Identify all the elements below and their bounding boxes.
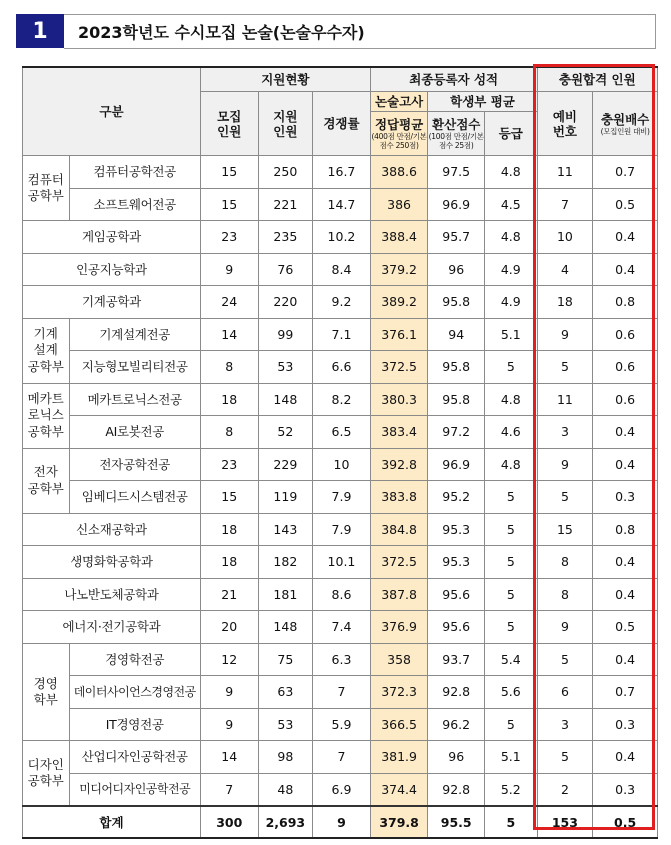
cell-quota: 21 [200,578,258,611]
table-row [23,383,658,416]
cell-reserve: 3 [537,416,593,449]
cell-quota: 12 [200,643,258,676]
major-name: 컴퓨터공학전공 [69,156,200,189]
cell-reserve: 18 [537,286,593,319]
cell-grade: 4.9 [485,286,538,319]
total-reserve: 153 [537,806,593,838]
cell-applicants: 229 [258,448,313,481]
cell-multiple: 0.4 [593,416,658,449]
cell-applicants: 250 [258,156,313,189]
total-multiple: 0.5 [593,806,658,838]
cell-essay: 380.3 [370,383,428,416]
header-school-record: 학생부 평균 [428,92,537,112]
cell-essay: 384.8 [370,513,428,546]
cell-quota: 9 [200,708,258,741]
cell-rate: 6.6 [313,351,371,384]
table-row [23,578,658,611]
cell-quota: 15 [200,188,258,221]
header-reserve: 예비 번호 [537,92,593,156]
cell-quota: 14 [200,741,258,774]
total-essay: 379.8 [370,806,428,838]
cell-essay: 372.5 [370,351,428,384]
cell-reserve: 6 [537,676,593,709]
cell-rate: 16.7 [313,156,371,189]
major-name: 전자공학전공 [69,448,200,481]
cell-rate: 10 [313,448,371,481]
header-essay: 논술고사 [370,92,428,112]
cell-essay: 387.8 [370,578,428,611]
cell-reserve: 5 [537,351,593,384]
cell-rate: 10.1 [313,546,371,579]
cell-quota: 23 [200,448,258,481]
cell-essay: 392.8 [370,448,428,481]
header-applicants: 지원 인원 [258,92,313,156]
cell-applicants: 148 [258,383,313,416]
cell-converted: 95.8 [428,351,485,384]
cell-quota: 23 [200,221,258,254]
table-row [23,481,658,514]
header-gubun: 구분 [23,67,201,156]
cell-applicants: 221 [258,188,313,221]
major-name: 메카트로닉스전공 [69,383,200,416]
cell-converted: 95.3 [428,546,485,579]
major-name: 산업디자인공학전공 [69,741,200,774]
table-row [23,188,658,221]
cell-rate: 8.6 [313,578,371,611]
cell-grade: 4.9 [485,253,538,286]
cell-applicants: 148 [258,611,313,644]
cell-applicants: 182 [258,546,313,579]
cell-multiple: 0.4 [593,221,658,254]
cell-reserve: 5 [537,643,593,676]
cell-reserve: 8 [537,578,593,611]
cell-converted: 95.6 [428,578,485,611]
total-applicants: 2,693 [258,806,313,838]
major-name: 소프트웨어전공 [69,188,200,221]
cell-grade: 5 [485,481,538,514]
cell-multiple: 0.3 [593,481,658,514]
cell-converted: 97.2 [428,416,485,449]
cell-applicants: 99 [258,318,313,351]
section-number: 1 [16,14,64,48]
header-essay-avg: 정답평균 (400점 만점/기본점수 250점) [370,112,428,156]
total-row [23,806,658,838]
cell-quota: 14 [200,318,258,351]
cell-grade: 5 [485,351,538,384]
cell-applicants: 76 [258,253,313,286]
cell-rate: 10.2 [313,221,371,254]
cell-applicants: 48 [258,773,313,806]
group-label: 경영 학부 [23,643,70,741]
table-row [23,318,658,351]
group-label: 전자 공학부 [23,448,70,513]
cell-multiple: 0.7 [593,156,658,189]
cell-quota: 24 [200,286,258,319]
cell-converted: 97.5 [428,156,485,189]
cell-multiple: 0.5 [593,188,658,221]
cell-converted: 92.8 [428,676,485,709]
major-name: AI로봇전공 [69,416,200,449]
major-name: 기계설계전공 [69,318,200,351]
major-name: 인공지능학과 [23,253,201,286]
table-row [23,351,658,384]
table-row [23,741,658,774]
cell-converted: 95.7 [428,221,485,254]
table-row [23,643,658,676]
admission-table [22,66,658,839]
cell-grade: 4.8 [485,221,538,254]
major-name: 나노반도체공학과 [23,578,201,611]
major-name: 게임공학과 [23,221,201,254]
total-quota: 300 [200,806,258,838]
cell-applicants: 143 [258,513,313,546]
cell-quota: 8 [200,416,258,449]
cell-essay: 388.6 [370,156,428,189]
cell-quota: 18 [200,546,258,579]
cell-reserve: 9 [537,448,593,481]
cell-rate: 8.4 [313,253,371,286]
cell-essay: 372.5 [370,546,428,579]
cell-quota: 7 [200,773,258,806]
cell-multiple: 0.4 [593,741,658,774]
cell-reserve: 7 [537,188,593,221]
cell-rate: 6.9 [313,773,371,806]
cell-multiple: 0.8 [593,286,658,319]
cell-essay: 388.4 [370,221,428,254]
cell-grade: 5 [485,578,538,611]
cell-quota: 18 [200,513,258,546]
cell-multiple: 0.4 [593,578,658,611]
cell-converted: 96.9 [428,448,485,481]
table-row [23,676,658,709]
cell-converted: 95.8 [428,286,485,319]
cell-grade: 4.5 [485,188,538,221]
cell-quota: 15 [200,481,258,514]
header-rate: 경쟁률 [313,92,371,156]
cell-applicants: 98 [258,741,313,774]
cell-quota: 9 [200,676,258,709]
group-label: 메카트 로닉스 공학부 [23,383,70,448]
major-name: 생명화학공학과 [23,546,201,579]
cell-multiple: 0.6 [593,351,658,384]
cell-converted: 94 [428,318,485,351]
cell-rate: 5.9 [313,708,371,741]
cell-rate: 7 [313,741,371,774]
cell-rate: 7.9 [313,513,371,546]
cell-rate: 14.7 [313,188,371,221]
cell-applicants: 53 [258,351,313,384]
cell-essay: 366.5 [370,708,428,741]
cell-reserve: 4 [537,253,593,286]
cell-grade: 4.6 [485,416,538,449]
cell-reserve: 8 [537,546,593,579]
cell-grade: 4.8 [485,156,538,189]
cell-quota: 15 [200,156,258,189]
cell-converted: 95.6 [428,611,485,644]
cell-reserve: 15 [537,513,593,546]
cell-grade: 5 [485,513,538,546]
cell-multiple: 0.7 [593,676,658,709]
table-row [23,773,658,806]
major-name: 신소재공학과 [23,513,201,546]
cell-essay: 372.3 [370,676,428,709]
cell-quota: 18 [200,383,258,416]
major-name: 기계공학과 [23,286,201,319]
cell-grade: 5.1 [485,318,538,351]
section-header [16,14,656,48]
header-support-status: 지원현황 [200,67,370,92]
cell-rate: 7.9 [313,481,371,514]
cell-converted: 96.9 [428,188,485,221]
group-label: 컴퓨터 공학부 [23,156,70,221]
cell-multiple: 0.4 [593,448,658,481]
cell-converted: 92.8 [428,773,485,806]
cell-converted: 95.8 [428,383,485,416]
cell-converted: 96.2 [428,708,485,741]
cell-rate: 7.1 [313,318,371,351]
cell-reserve: 11 [537,383,593,416]
cell-quota: 9 [200,253,258,286]
cell-applicants: 53 [258,708,313,741]
major-name: 경영학전공 [69,643,200,676]
table-row [23,546,658,579]
cell-applicants: 235 [258,221,313,254]
cell-essay: 386 [370,188,428,221]
group-label: 기계 설계 공학부 [23,318,70,383]
cell-converted: 95.3 [428,513,485,546]
cell-essay: 358 [370,643,428,676]
cell-grade: 5.2 [485,773,538,806]
cell-reserve: 2 [537,773,593,806]
total-rate: 9 [313,806,371,838]
cell-multiple: 0.4 [593,546,658,579]
cell-reserve: 5 [537,481,593,514]
header-converted: 환산점수 (100점 만점/기본점수 25점) [428,112,485,156]
table-row [23,156,658,189]
cell-multiple: 0.4 [593,643,658,676]
cell-multiple: 0.3 [593,708,658,741]
cell-applicants: 181 [258,578,313,611]
section-title: 2023학년도 수시모집 논술(논술우수자) [64,14,656,49]
cell-essay: 376.1 [370,318,428,351]
cell-multiple: 0.6 [593,318,658,351]
table-row [23,448,658,481]
table-row [23,416,658,449]
cell-applicants: 63 [258,676,313,709]
cell-grade: 5.1 [485,741,538,774]
cell-grade: 5 [485,611,538,644]
cell-converted: 93.7 [428,643,485,676]
cell-reserve: 9 [537,611,593,644]
table-row [23,253,658,286]
major-name: 미디어디자인공학전공 [69,773,200,806]
cell-multiple: 0.8 [593,513,658,546]
header-quota: 모집 인원 [200,92,258,156]
table-row [23,221,658,254]
cell-applicants: 119 [258,481,313,514]
major-name: 임베디드시스템전공 [69,481,200,514]
cell-applicants: 52 [258,416,313,449]
cell-reserve: 5 [537,741,593,774]
table-row [23,513,658,546]
cell-grade: 5 [485,546,538,579]
cell-multiple: 0.3 [593,773,658,806]
header-additional-pass: 충원합격 인원 [537,67,657,92]
table-row [23,708,658,741]
cell-grade: 5 [485,708,538,741]
cell-essay: 389.2 [370,286,428,319]
cell-reserve: 10 [537,221,593,254]
cell-rate: 6.5 [313,416,371,449]
header-final-score: 최종등록자 성적 [370,67,537,92]
cell-essay: 383.8 [370,481,428,514]
cell-rate: 6.3 [313,643,371,676]
cell-rate: 9.2 [313,286,371,319]
cell-reserve: 3 [537,708,593,741]
cell-converted: 95.2 [428,481,485,514]
cell-converted: 96 [428,741,485,774]
cell-essay: 383.4 [370,416,428,449]
major-name: 에너지·전기공학과 [23,611,201,644]
cell-converted: 96 [428,253,485,286]
major-name: 데이터사이언스경영전공 [69,676,200,709]
major-name: IT경영전공 [69,708,200,741]
header-grade: 등급 [485,112,538,156]
cell-essay: 379.2 [370,253,428,286]
cell-multiple: 0.5 [593,611,658,644]
cell-rate: 7 [313,676,371,709]
cell-rate: 8.2 [313,383,371,416]
table-row [23,611,658,644]
cell-rate: 7.4 [313,611,371,644]
header-multiple: 충원배수 (모집인원 대비) [593,92,658,156]
cell-quota: 20 [200,611,258,644]
major-name: 지능형모빌리티전공 [69,351,200,384]
total-converted: 95.5 [428,806,485,838]
cell-grade: 4.8 [485,448,538,481]
cell-grade: 5.6 [485,676,538,709]
cell-reserve: 11 [537,156,593,189]
cell-essay: 376.9 [370,611,428,644]
cell-quota: 8 [200,351,258,384]
cell-reserve: 9 [537,318,593,351]
cell-grade: 4.8 [485,383,538,416]
total-grade: 5 [485,806,538,838]
cell-multiple: 0.4 [593,253,658,286]
cell-multiple: 0.6 [593,383,658,416]
cell-essay: 381.9 [370,741,428,774]
cell-essay: 374.4 [370,773,428,806]
group-label: 디자인 공학부 [23,741,70,807]
cell-grade: 5.4 [485,643,538,676]
total-label: 합계 [23,806,201,838]
table-row [23,286,658,319]
cell-applicants: 75 [258,643,313,676]
cell-applicants: 220 [258,286,313,319]
